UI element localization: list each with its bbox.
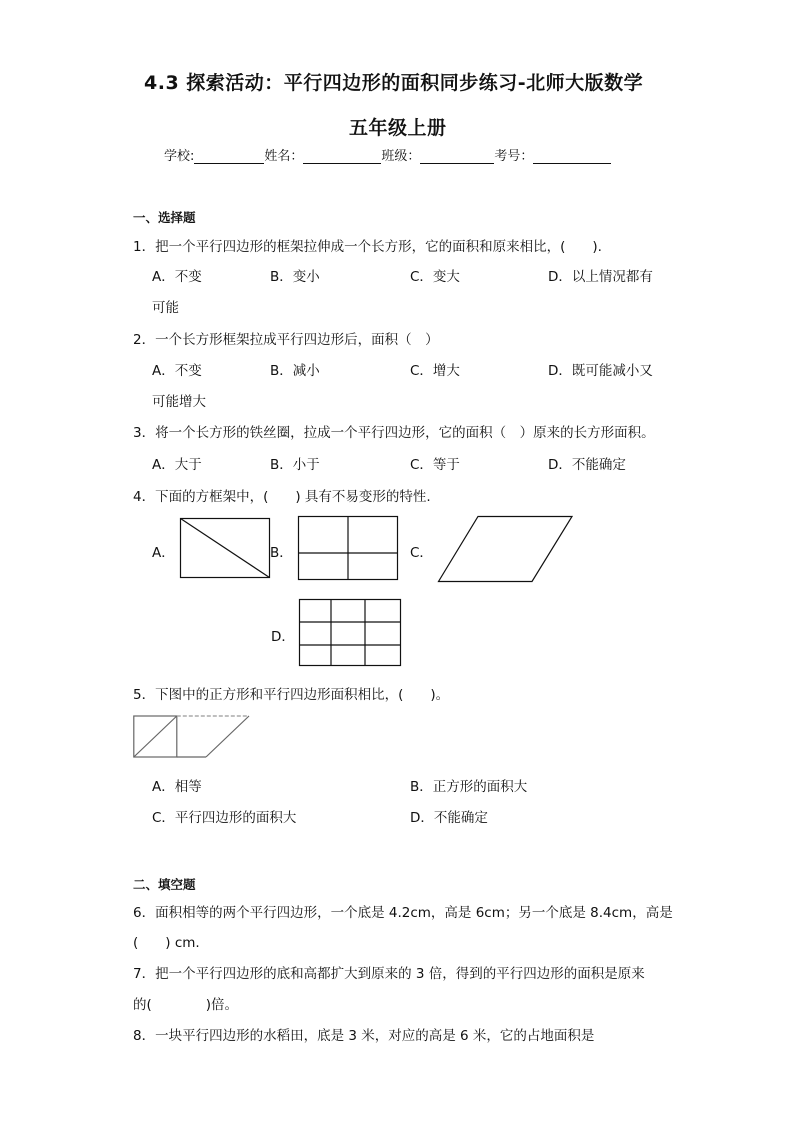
class-blank[interactable]	[420, 149, 494, 164]
question-1-option-d[interactable]: D．以上情况都有	[548, 269, 653, 285]
frame-rectangle-3x3-grid	[299, 599, 401, 666]
question-3-option-d[interactable]: D．不能确定	[548, 457, 626, 473]
school-blank[interactable]	[194, 149, 264, 164]
name-label: 姓名：	[264, 149, 304, 164]
question-4-option-c[interactable]: C．	[410, 545, 433, 561]
class-label: 班级：	[381, 149, 421, 164]
question-6-line-2: ( ) cm.	[133, 935, 200, 951]
question-7-line-2: 的( )倍。	[133, 997, 239, 1013]
question-6-line-1: 6．面积相等的两个平行四边形，一个底是 4.2cm，高是 6cm；另一个底是 8.4cm，高是	[133, 905, 673, 921]
question-7-line-1: 7．把一个平行四边形的底和高都扩大到原来的 3 倍，得到的平行四边形的面积是原来	[133, 966, 645, 982]
question-5-option-d[interactable]: D．不能确定	[410, 810, 488, 826]
school-label: 学校:	[164, 149, 195, 164]
question-2-text: 2．一个长方形框架拉成平行四边形后，面积（ ）	[133, 332, 439, 348]
frame-parallelogram	[438, 516, 573, 582]
exam-number-blank[interactable]	[533, 149, 611, 164]
title-line-1: 4.3 探索活动：平行四边形的面积同步练习-北师大版数学	[144, 72, 644, 94]
question-5-option-a[interactable]: A．相等	[152, 779, 202, 795]
question-3-option-c[interactable]: C．等于	[410, 457, 460, 473]
question-3-option-b[interactable]: B．小于	[270, 457, 320, 473]
question-4-text: 4．下面的方框架中，( ) 具有不易变形的特性.	[133, 489, 431, 505]
question-1-option-d-continued: 可能	[152, 300, 179, 316]
name-blank[interactable]	[303, 149, 381, 164]
question-4-option-b[interactable]: B．	[270, 545, 293, 561]
section-title: 一、选择题	[133, 210, 196, 225]
question-4-option-a[interactable]: A．	[152, 545, 175, 561]
question-8-line-1: 8．一块平行四边形的水稻田，底是 3 米，对应的高是 6 米，它的占地面积是	[133, 1028, 595, 1044]
question-2-option-a[interactable]: A．不变	[152, 363, 202, 379]
square-and-parallelogram-figure	[133, 712, 253, 758]
title-line-2: 五年级上册	[349, 117, 447, 139]
question-2-option-d[interactable]: D．既可能减小又	[548, 363, 653, 379]
student-info-line	[164, 145, 611, 164]
exam-number-label: 考号：	[494, 149, 534, 164]
question-3-text: 3．将一个长方形的铁丝圈，拉成一个平行四边形，它的面积（ ）原来的长方形面积。	[133, 425, 655, 441]
question-5-option-b[interactable]: B．正方形的面积大	[410, 779, 528, 795]
question-2-option-b[interactable]: B．减小	[270, 363, 320, 379]
question-1-option-a[interactable]: A．不变	[152, 269, 202, 285]
question-3-option-a[interactable]: A．大于	[152, 457, 202, 473]
question-2-option-d-continued: 可能增大	[152, 394, 206, 410]
frame-rectangle-2x2-grid	[298, 516, 398, 580]
question-1-option-c[interactable]: C．变大	[410, 269, 460, 285]
question-4-option-d[interactable]: D．	[271, 629, 295, 645]
question-5-text: 5．下图中的正方形和平行四边形面积相比，( )。	[133, 687, 450, 703]
question-5-option-c[interactable]: C．平行四边形的面积大	[152, 810, 297, 826]
question-1-option-b[interactable]: B．变小	[270, 269, 320, 285]
question-2-option-c[interactable]: C．增大	[410, 363, 460, 379]
section-title: 二、填空题	[133, 877, 196, 892]
frame-rectangle-with-diagonal	[180, 518, 270, 578]
question-1-text: 1．把一个平行四边形的框架拉伸成一个长方形，它的面积和原来相比，( ).	[133, 239, 602, 255]
